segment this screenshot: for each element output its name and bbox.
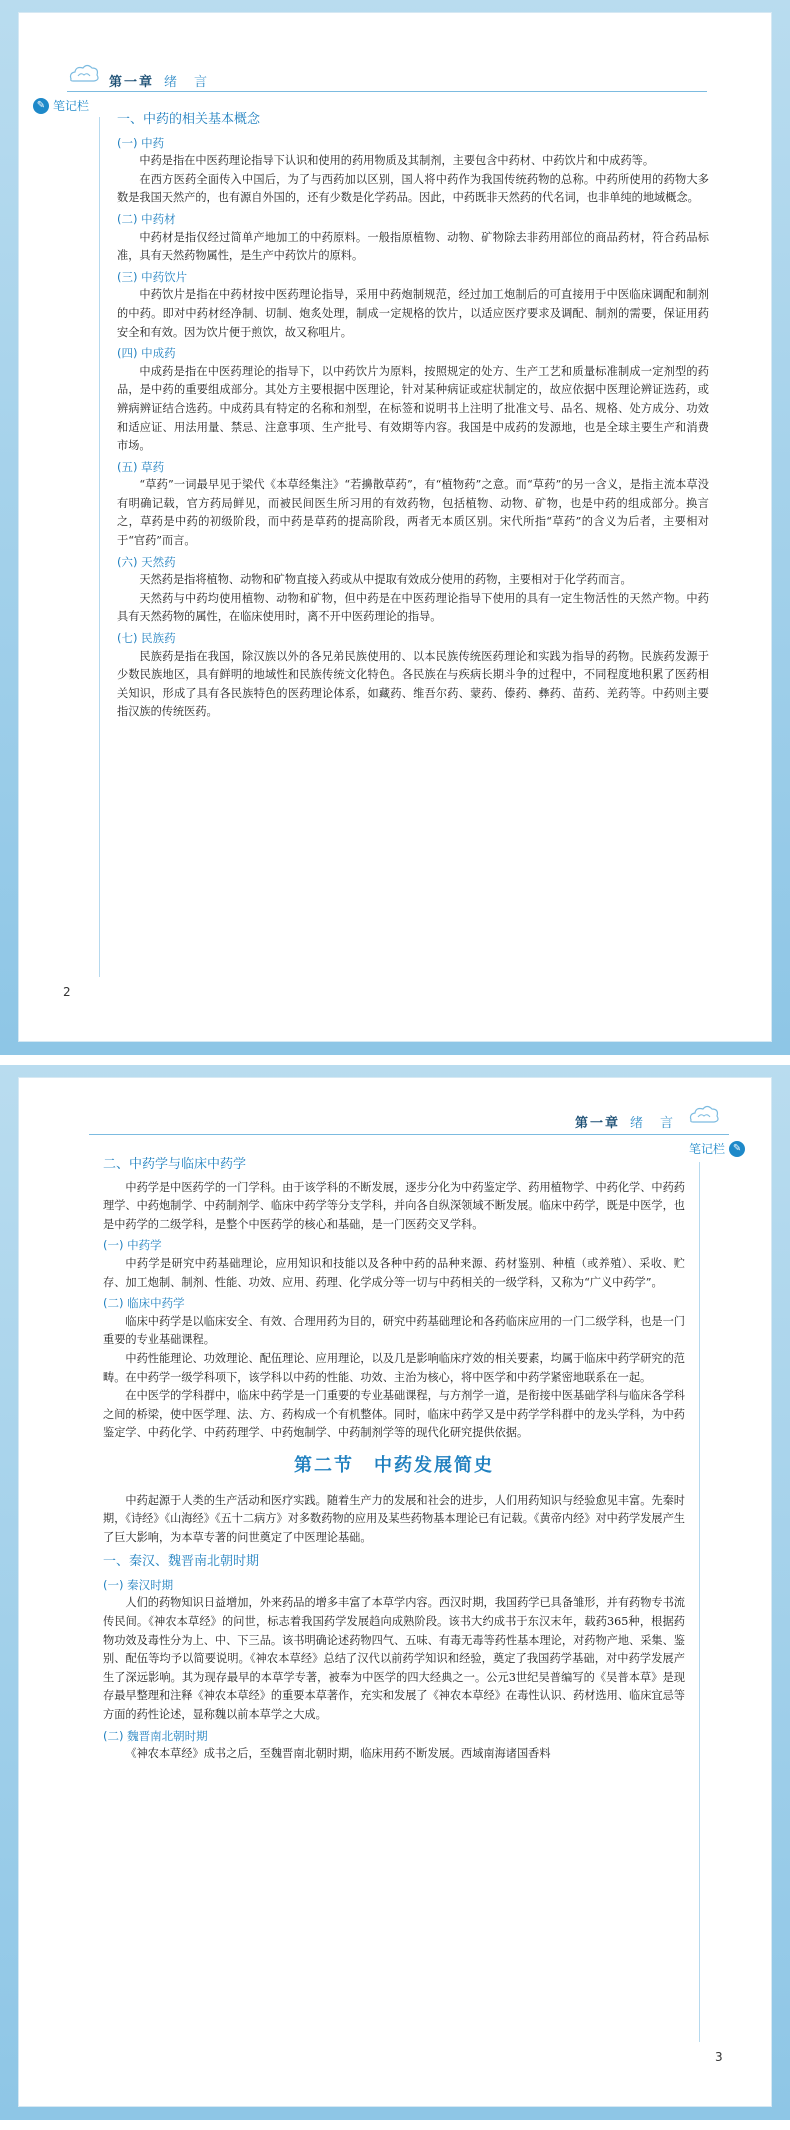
page-2	[18, 12, 772, 1042]
pen-icon: ✎	[33, 98, 49, 114]
page-number: 3	[715, 2050, 723, 2064]
paragraph: 中药起源于人类的生产活动和医疗实践。随着生产力的发展和社会的进步，人们用药知识与经验愈见丰富。先秦时期，《诗经》《山海经》《五十二病方》对多数药物的应用及某些药物基本理论已有记载。《黄帝内经》对中药学发展产生了巨大影响，为本草专著的问世奠定了中医理论基础。	[103, 1493, 685, 1544]
heading-level-1: 一、秦汉、魏晋南北朝时期	[103, 1554, 260, 1570]
notes-column-label	[689, 1140, 745, 1157]
page-3-spread	[0, 1065, 790, 2120]
paragraph: 民族药是指在我国，除汉族以外的各兄弟民族使用的、以本民族传统医药理论和实践为指导的药物。民族药发源于少数民族地区，具有鲜明的地域性和民族传统文化特色。各民族在与疾病长期斗争的过程中，不同程度地积累了医药相关知识，形成了具有各民族特色的医药理论体系，如藏药、维吾尔药、蒙药、傣药、彝药、苗药、羌药等。中药则主要指汉族的传统医药。	[117, 649, 709, 719]
notes-label-text: 笔记栏	[689, 1142, 726, 1156]
header-section: 绪 言	[164, 75, 210, 90]
header-section: 绪 言	[630, 1116, 676, 1131]
paragraph: 中药是指在中医药理论指导下认识和使用的药用物质及其制剂，主要包含中药材、中药饮片和中成药等。	[139, 154, 655, 168]
paragraph: 中药材是指仅经过简单产地加工的中药原料。一般指原植物、动物、矿物除去非药用部位的商品药材，符合药品标准，具有天然药物属性，是生产中药饮片的原料。	[117, 230, 709, 263]
page-3-body	[103, 1150, 685, 1764]
paragraph: 中药学是中医药学的一门学科。由于该学科的不断发展，逐步分化为中药鉴定学、药用植物学、中药化学、中药药理学、中药炮制学、中药制剂学、临床中药学等分支学科，并向各自纵深领域不断发展。临床中药学，既是中医学，也是中药学的二级学科，是整个中医药学的核心和基础，是一门医药交叉学科。	[103, 1180, 685, 1231]
notes-label-text: 笔记栏	[53, 99, 90, 113]
heading-level-2: (二) 魏晋南北朝时期	[103, 1728, 208, 1743]
header-chapter: 第一章	[109, 75, 155, 90]
heading-level-2: (一) 中药	[117, 135, 165, 150]
heading-level-2: (一) 中药学	[103, 1238, 162, 1253]
paragraph: 中药学是研究中药基础理论，应用知识和技能以及各种中药的品种来源、药材鉴别、种植（或养殖）、采收、贮存、加工炮制、制剂、性能、功效、应用、药理、化学成分等一切与中药相关的一级学科，又称为“广义中药学”。	[103, 1256, 685, 1289]
page-2-body	[117, 105, 709, 722]
paragraph: 天然药与中药均使用植物、动物和矿物，但中药是在中医药理论指导下使用的具有一定生物活性的天然产物。中药具有天然药物的属性，在临床使用时，离不开中医药理论的指导。	[117, 591, 709, 624]
heading-level-1: 一、中药的相关基本概念	[117, 112, 261, 127]
paragraph: 在中医学的学科群中，临床中药学是一门重要的专业基础课程，与方剂学一道，是衔接中医基础学科与临床各学科之间的桥梁，使中医学理、法、方、药构成一个有机整体。同时，临床中药学又是中药学学科群中的龙头学科，为中药鉴定学、中药化学、中药药理学、中药炮制学、中药制剂学等的现代化研究提供依据。	[103, 1389, 685, 1440]
header-rule	[67, 91, 707, 92]
heading-level-2: (二) 中药材	[117, 211, 176, 226]
paragraph: 中药性能理论、功效理论、配伍理论、应用理论，以及几是影响临床疗效的相关要素，均属于临床中药学研究的范畴。在中药学一级学科项下，该学科以中药的性能、功效、主治为核心，将中医学和中药学紧密地联系在一起。	[103, 1351, 685, 1384]
paragraph: 人们的药物知识日益增加，外来药品的增多丰富了本草学内容。西汉时期，我国药学已具备雏形，并有药物专书流传民间。《神农本草经》的问世，标志着我国药学发展趋向成熟阶段。该书大约成书于东汉末年，载药365种，根据药物功效及毒性分为上、中、下三品。该书明确论述药物四气、五味、有毒无毒等药性基本理论，对药物产地、采集、鉴别、配伍等均予以简要说明。《神农本草经》总结了汉代以前药学知识和经验，奠定了我国药学基础，对中药学发展产生了深远影响。其为现存最早的本草学专著，被奉为中医学的四大经典之一。公元3世纪吴普编写的《吴普本草》是现存最早整理和注释《神农本草经》的重要本草著作，充实和发展了《神农本草经》在毒性认识、药材选用、临床宜忌等方面的药性论述，显称魏以前本草学之大成。	[103, 1596, 685, 1722]
page-3	[18, 1077, 772, 2107]
heading-level-2: (三) 中药饮片	[117, 269, 188, 284]
heading-level-2: (五) 草药	[117, 459, 165, 474]
header-rule	[89, 1134, 729, 1135]
notes-divider	[99, 117, 100, 977]
notes-divider	[699, 1162, 700, 2042]
heading-level-2: (七) 民族药	[117, 631, 176, 646]
running-header	[575, 1112, 675, 1131]
page-number: 2	[63, 985, 71, 999]
heading-level-1: 二、中药学与临床中药学	[103, 1157, 247, 1172]
pen-icon: ✎	[729, 1141, 745, 1157]
page-2-spread	[0, 0, 790, 1055]
paragraph: 中成药是指在中医药理论的指导下，以中药饮片为原料，按照规定的处方、生产工艺和质量标准制成一定剂型的药品，是中药的重要组成部分。其处方主要根据中医理论，针对某种病证或症状制定的，故应依据中医理论辨证选药，或辨病辨证结合选药。中成药具有特定的名称和剂型，在标签和说明书上注明了批准文号、品名、规格、处方成分、功效和适应证、用法用量、禁忌、注意事项、生产批号、有效期等内容。我国是中成药的发源地，也是全球主要生产和消费市场。	[117, 364, 709, 453]
notes-column-label	[33, 97, 89, 114]
cloud-ornament-icon	[67, 63, 101, 85]
heading-level-2: (一) 秦汉时期	[103, 1577, 174, 1592]
running-header	[109, 71, 209, 90]
cloud-ornament-icon	[687, 1104, 721, 1126]
heading-level-2: (二) 临床中药学	[103, 1296, 185, 1311]
heading-level-2: (六) 天然药	[117, 554, 176, 569]
section-title: 第二节 中药发展简史	[294, 1454, 494, 1476]
paragraph: 在西方医药全面传入中国后，为了与西药加以区别，国人将中药作为我国传统药物的总称。中药所使用的药物大多数是我国天然产的，也有源自外国的，还有少数是化学药品。因此，中药既非天然药的代名词，也非单纯的地域概念。	[117, 172, 709, 205]
paragraph: “草药”一词最早见于梁代《本草经集注》“若擤散草药”，有“植物药”之意。而“草药”的另一含义，是指主流本草没有明确记载，官方药局鲜见，而被民间医生所习用的有效药物，包括植物、动物、矿物，也是中药的组成部分。换言之，草药是中药的初级阶段，而中药是草药的提高阶段，两者无本质区别。宋代所指“草药”的含义为后者，主要相对于“官药”而言。	[117, 478, 709, 548]
paragraph: 中药饮片是指在中药材按中医药理论指导，采用中药炮制规范，经过加工炮制后的可直接用于中医临床调配和制剂的中药。即对中药材经净制、切制、炮炙处理，制成一定规格的饮片，以适应医疗要求及调配、制剂的需要，保证用药安全和有效。因为饮片便于煎饮，故又称咀片。	[117, 288, 709, 339]
heading-level-2: (四) 中成药	[117, 346, 176, 361]
paragraph: 《神农本草经》成书之后，至魏晋南北朝时期，临床用药不断发展。西域南海诸国香料	[125, 1747, 551, 1761]
paragraph: 天然药是指将植物、动物和矿物直接入药或从中提取有效成分使用的药物，主要相对于化学药而言。	[139, 573, 632, 587]
header-chapter: 第一章	[575, 1116, 621, 1131]
paragraph: 临床中药学是以临床安全、有效、合理用药为目的，研究中药基础理论和各药临床应用的一门二级学科，也是一门重要的专业基础课程。	[103, 1314, 685, 1347]
